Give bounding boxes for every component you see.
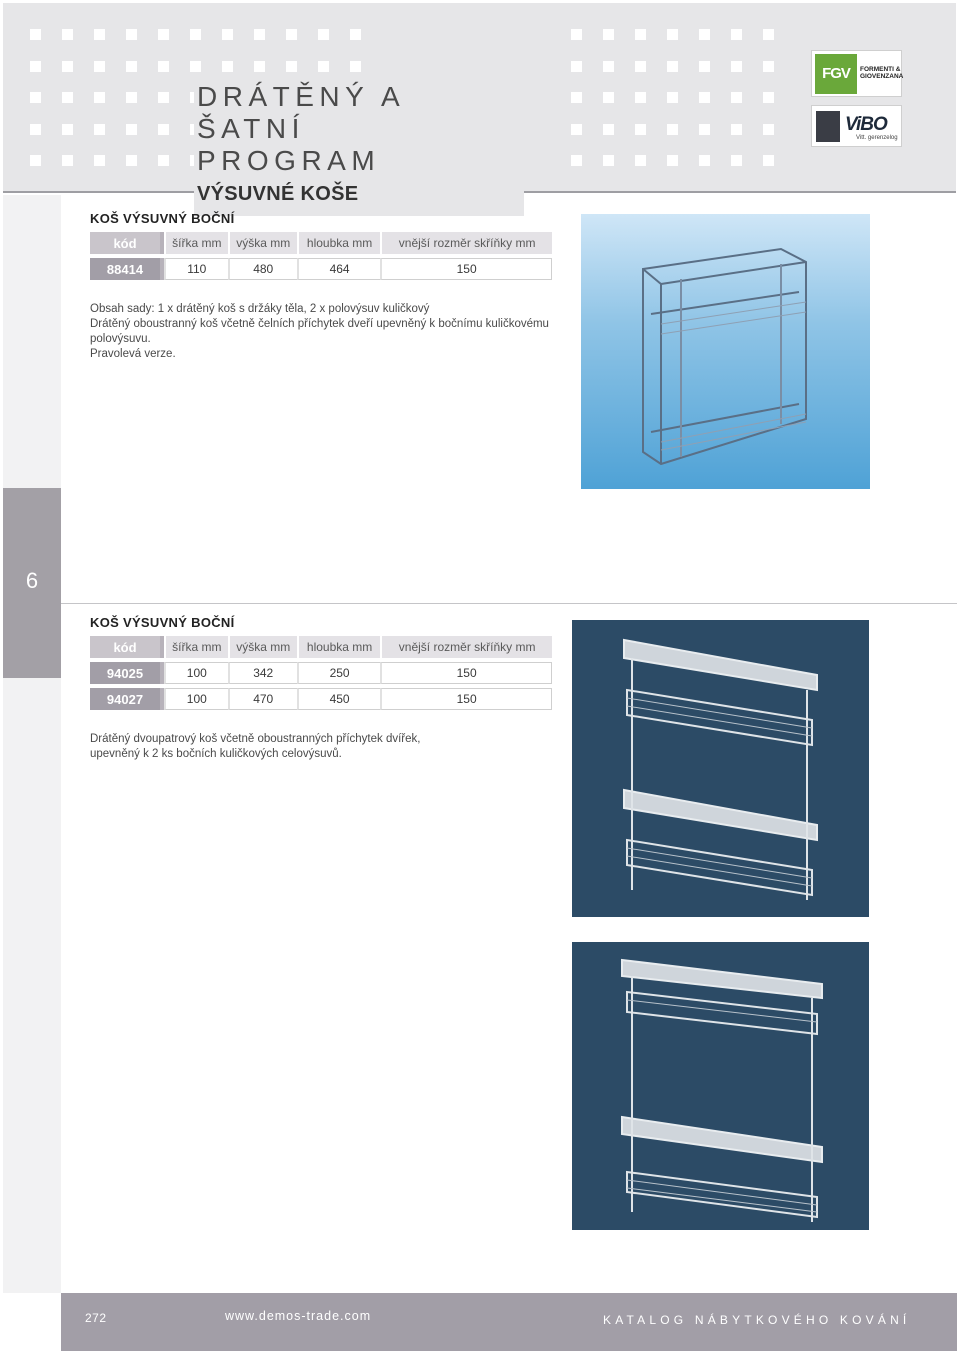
spec-table	[90, 636, 552, 710]
wire-basket-illustration	[572, 942, 869, 1230]
page-subtitle: VÝSUVNÉ KOŠE	[197, 183, 359, 205]
col-header-kod: kód	[90, 636, 164, 658]
website-link[interactable]: www.demos-trade.com	[225, 1309, 372, 1323]
vibo-logo-subtext: Vitt. gerenzelog	[856, 135, 898, 141]
cell-sirka: 100	[164, 662, 228, 684]
product-description	[90, 732, 560, 762]
header-title-block	[194, 81, 524, 216]
vibo-logo	[811, 105, 902, 147]
cell-vyska: 470	[228, 688, 297, 710]
section-divider	[61, 603, 957, 604]
table-header-row	[90, 232, 552, 254]
product-photo-88414	[581, 214, 870, 489]
fgv-logo-text	[860, 66, 903, 80]
spec-table	[90, 232, 552, 280]
fgv-logo-mark: FGV	[815, 54, 857, 94]
cell-vnejsi: 150	[380, 688, 552, 710]
col-header-vnejsi: vnější rozměr skříňky mm	[380, 232, 552, 254]
cell-hloubka: 250	[297, 662, 380, 684]
col-header-hloubka: hloubka mm	[297, 232, 380, 254]
wire-basket-illustration	[581, 214, 870, 489]
chapter-tab	[3, 488, 61, 678]
table-row	[90, 688, 552, 710]
catalog-title: KATALOG NÁBYTKOVÉHO KOVÁNÍ	[603, 1313, 911, 1327]
chapter-number: 6	[25, 568, 39, 593]
page-header	[3, 3, 956, 205]
cell-vnejsi: 150	[380, 662, 552, 684]
fgv-logo-text-line2: GIOVENZANA	[860, 73, 904, 80]
cell-kod: 94027	[90, 688, 164, 710]
header-dot-pattern-right	[571, 29, 774, 166]
cell-sirka: 100	[164, 688, 228, 710]
cell-hloubka: 450	[297, 688, 380, 710]
wire-basket-illustration	[572, 620, 869, 917]
cell-vyska: 342	[228, 662, 297, 684]
col-header-sirka: šířka mm	[164, 232, 228, 254]
header-dot-pattern-left	[30, 29, 169, 166]
product-description	[90, 302, 560, 362]
cell-sirka: 110	[164, 258, 228, 280]
product-section-1	[90, 211, 560, 362]
page-title-line1: DRÁTĚNÝ A ŠATNÍ	[197, 81, 404, 144]
col-header-vyska: výška mm	[228, 636, 297, 658]
cell-vnejsi: 150	[380, 258, 552, 280]
page-number: 272	[85, 1311, 107, 1325]
desc-line: Drátěný dvoupatrový koš včetně oboustranných příchytek dvířek,	[90, 733, 421, 745]
fgv-logo	[811, 50, 902, 97]
page-footer	[61, 1293, 957, 1351]
table-row	[90, 662, 552, 684]
product-photo-94027	[572, 942, 869, 1230]
product-section-2	[90, 615, 560, 762]
desc-line: upevněný k 2 ks bočních kuličkových celovýsuvů.	[90, 748, 342, 760]
vibo-logo-text: ViBO	[845, 114, 887, 135]
product-photo-94025	[572, 620, 869, 917]
col-header-kod: kód	[90, 232, 164, 254]
section-heading: KOŠ VÝSUVNÝ BOČNÍ	[90, 615, 235, 630]
col-header-hloubka: hloubka mm	[297, 636, 380, 658]
side-margin	[3, 195, 61, 1293]
desc-line: Pravolevá verze.	[90, 348, 176, 360]
table-row	[90, 258, 552, 280]
col-header-sirka: šířka mm	[164, 636, 228, 658]
cell-kod: 88414	[90, 258, 164, 280]
cell-vyska: 480	[228, 258, 297, 280]
desc-line: Obsah sady: 1 x drátěný koš s držáky těla, 2 x polovýsuv kuličkový	[90, 303, 430, 315]
fgv-logo-text-line1: FORMENTI &	[860, 66, 901, 73]
vibo-cube-icon	[816, 111, 840, 142]
table-header-row	[90, 636, 552, 658]
page-title-line2: PROGRAM	[197, 145, 381, 176]
col-header-vyska: výška mm	[228, 232, 297, 254]
col-header-vnejsi: vnější rozměr skříňky mm	[380, 636, 552, 658]
desc-line: Drátěný oboustranný koš včetně čelních příchytek dveří upevněný k bočnímu kuličkovému polovýsuvu.	[90, 318, 549, 345]
cell-hloubka: 464	[297, 258, 380, 280]
cell-kod: 94025	[90, 662, 164, 684]
section-heading: KOŠ VÝSUVNÝ BOČNÍ	[90, 211, 235, 226]
